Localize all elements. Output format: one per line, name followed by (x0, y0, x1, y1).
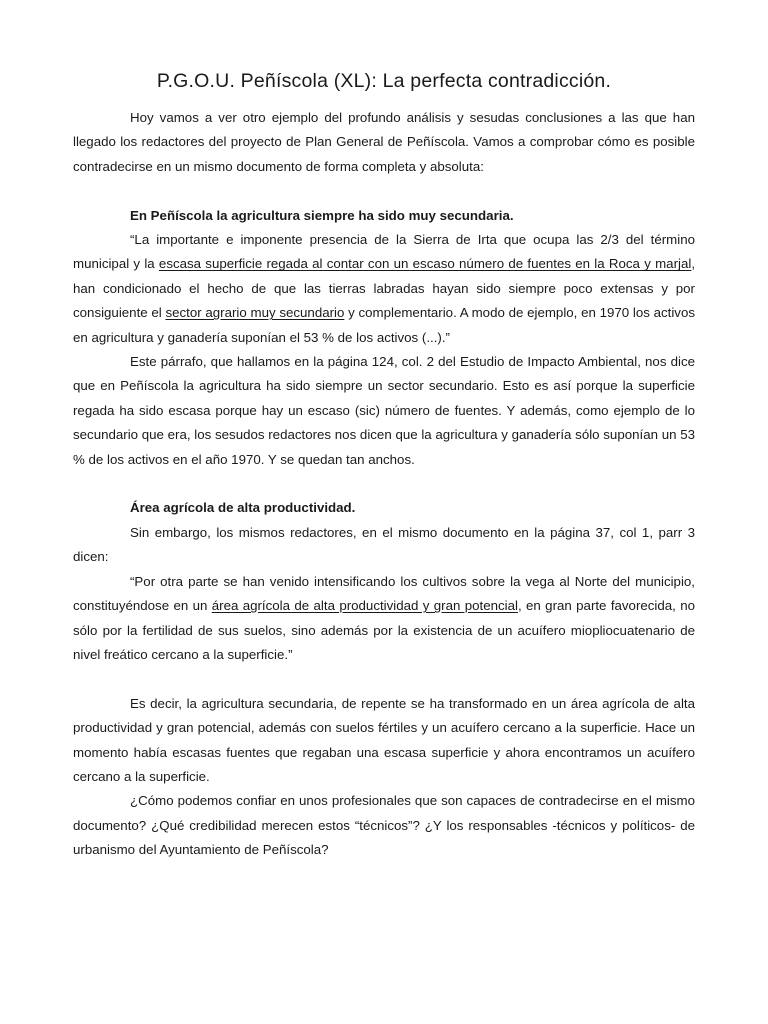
page-title: P.G.O.U. Peñíscola (XL): La perfecta contradicción. (156, 70, 612, 92)
spacer (73, 179, 695, 203)
quote-text: y complementario. A modo de ejemplo, en 1970 los activos en agricultura y ganadería suponían el 53 % de los activos (...).” (73, 305, 695, 345)
conclusion-paragraph-1: Es decir, la agricultura secundaria, de repente se ha transformado en un área agrícola de alta productividad y gran potencial, además con suelos fértiles y un acuífero cercano a la superficie. Hace un momento había escasas fuentes que regaban una escasa superficie y ahora encontramos un acuífero cercano a la superficie. (73, 695, 695, 784)
spacer (73, 472, 695, 496)
quote-text: , en gran parte favorecida, no sólo por la fertilidad de sus suelos, sino además por la existencia de un acuífero miopliocuatenario de nivel freático cercano a la superficie.” (73, 598, 696, 662)
spacer (73, 667, 695, 691)
document-page (73, 66, 695, 863)
section2-lead: Sin embargo, los mismos redactores, en el mismo documento en la página 37, col 1, parr 3 dicen: (73, 524, 695, 565)
section2-heading: Área agrícola de alta productividad. (130, 500, 356, 516)
quote-underline: área agrícola de alta productividad y gran potencial (211, 598, 518, 614)
quote-underline: sector agrario muy secundario (165, 305, 345, 321)
section2-quote (73, 570, 695, 668)
quote-text: , han condicionado el hecho de que las tierras labradas hayan sido siempre poco extensas y por consiguiente el (73, 256, 696, 321)
section1-quote (73, 228, 695, 350)
conclusion-paragraph-2: ¿Cómo podemos confiar en unos profesionales que son capaces de contradecirse en el mismo documento? ¿Qué credibilidad merecen estos “técnicos”? ¿Y los responsables -técnicos y políticos- de urbanismo del Ayuntamiento de Peñíscola? (73, 793, 695, 858)
quote-underline: escasa superficie regada al contar con un escaso número de fuentes en la Roca y marjal (158, 256, 692, 272)
quote-text: “Por otra parte se han venido intensificando los cultivos sobre la vega al Norte del municipio, constituyéndose en un (73, 573, 695, 614)
section1-commentary: Este párrafo, que hallamos en la página 124, col. 2 del Estudio de Impacto Ambiental, nos dice que en Peñíscola la agricultura ha sido siempre un sector secundario. Esto es así porque la superficie regada ha sido escasa porque hay un escaso (sic) número de fuentes. Y además, como ejemplo de lo secundario que era, los sesudos redactores nos dicen que la agricultura y ganadería sólo suponían un 53 % de los activos en el año 1970. Y se quedan tan anchos. (73, 354, 695, 467)
intro-paragraph: Hoy vamos a ver otro ejemplo del profundo análisis y sesudas conclusiones a las que han llegado los redactores del proyecto de Plan General de Peñíscola. Vamos a comprobar cómo es posible contradecirse en un mismo documento de forma completa y absoluta: (73, 110, 695, 174)
quote-text: “La importante e imponente presencia de la Sierra de Irta que ocupa las 2/3 del término municipal y la (73, 232, 695, 272)
section1-heading: En Peñíscola la agricultura siempre ha sido muy secundaria. (130, 207, 514, 223)
